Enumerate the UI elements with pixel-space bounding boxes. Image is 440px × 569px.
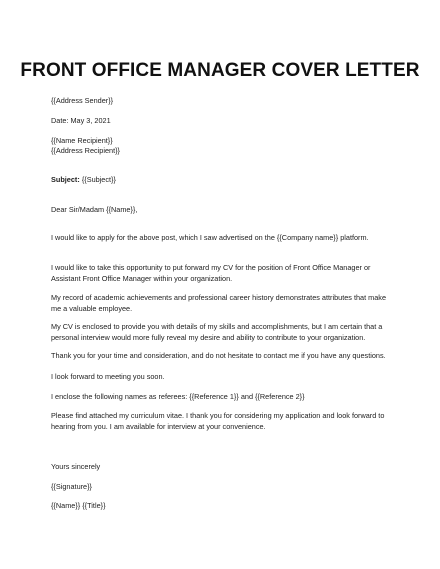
paragraph-1: I would like to apply for the above post, which I saw advertised on the {{Company name}} platform. — [51, 233, 369, 242]
name-title: {{Name}} {{Title}} — [51, 501, 106, 510]
subject-value: {{Subject}} — [79, 175, 116, 184]
address-sender: {{Address Sender}} — [51, 96, 114, 105]
letter-date: Date: May 3, 2021 — [51, 116, 111, 125]
subject-label: Subject: — [51, 175, 80, 184]
paragraph-2: I would like to take this opportunity to put forward my CV for the position of Front Office Manager or Assistant Front Office Manager within your organization. — [51, 263, 371, 283]
paragraph-5: Thank you for your time and consideration, and do not hesitate to contact me if you have any questions. — [51, 351, 386, 360]
paragraph-4: My CV is enclosed to provide you with details of my skills and accomplishments, but I am certain that a personal interview would more fully reveal my desire and ability to contribute to your organization. — [51, 322, 383, 342]
paragraph-6: I look forward to meeting you soon. — [51, 372, 165, 381]
signature: {{Signature}} — [51, 482, 92, 491]
paragraph-3: My record of academic achievements and professional career history demonstrates attributes that make me a valuable employee. — [51, 293, 387, 313]
subject-line — [51, 175, 401, 186]
address-recipient: {{Address Recipient}} — [51, 146, 120, 155]
page-title: FRONT OFFICE MANAGER COVER LETTER — [20, 60, 420, 81]
name-recipient: {{Name Recipient}} — [51, 136, 113, 145]
closing: Yours sincerely — [51, 462, 101, 471]
paragraph-7: I enclose the following names as referees: {{Reference 1}} and {{Reference 2}} — [51, 392, 305, 401]
salutation: Dear Sir/Madam {{Name}}, — [51, 205, 138, 214]
paragraph-8: Please find attached my curriculum vitae. I thank you for considering my application and look forward to hearing from you. I am available for interview at your convenience. — [51, 411, 385, 431]
